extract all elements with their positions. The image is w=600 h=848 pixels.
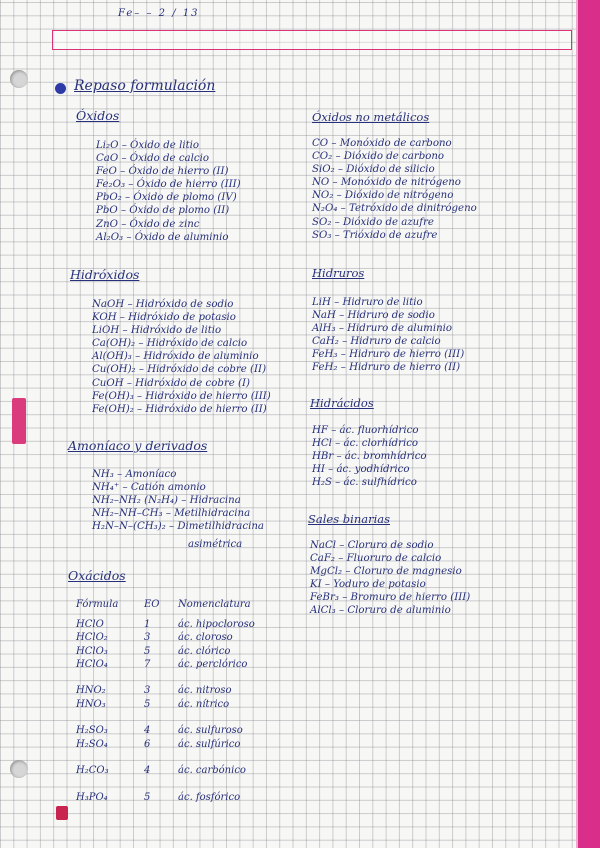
list-item: FeH₃ – Hidruro de hierro (III) [312,349,465,361]
list-item: FeH₂ – Hidruro de hierro (II) [312,362,461,374]
table-row [76,698,261,711]
section-title-hidracidos: Hidrácidos [310,396,374,410]
col-header-formula: Fórmula [76,598,119,610]
list-item: CuOH – Hidróxido de cobre (I) [92,377,250,389]
cell-name [178,778,261,791]
bullet-dot [55,83,66,94]
list-item: LiH – Hidruro de litio [312,297,423,308]
table-row [76,724,261,737]
table-row [76,645,261,658]
cell-eo: 5 [144,645,151,657]
cell-name [178,671,261,684]
cell-name [178,711,261,724]
section-title-aminas: Amoníaco y derivados [68,438,208,453]
list-item: Fe₂O₃ – Óxido de hierro (III) [96,179,241,191]
list-item: SO₃ – Trióxido de azufre [312,229,438,241]
section-title-oxidos: Óxidos [76,108,120,123]
list-hidracidos [312,424,427,489]
date-text: Fe– – 2 / 13 [118,8,200,19]
list-item: KOH – Hidróxido de potasio [92,312,236,324]
list-item: NO₂ – Dióxido de nitrógeno [312,190,454,202]
section-title-hidruros: Hidruros [312,266,365,280]
cell-eo [144,751,178,764]
list-item: CaO – Óxido de calcio [96,153,209,165]
list-item: HCl – ác. clorhídrico [312,438,419,450]
list-item: LiOH – Hidróxido de litio [92,325,222,337]
table-header-row [76,596,261,612]
cell-name: ác. carbónico [178,765,246,777]
list-item: HF – ác. fluorhídrico [312,425,419,436]
table-row [76,738,261,751]
header-box [52,30,572,50]
list-item: Al₂O₃ – Óxido de aluminio [96,231,229,243]
section-title-oxidos-no-metalicos: Óxidos no metálicos [312,110,430,124]
aminas-suffix: asimétrica [188,539,243,550]
list-item: NH₂–NH–CH₃ – Metilhidracina [92,508,251,520]
list-item: Al(OH)₃ – Hidróxido de aluminio [92,351,259,363]
table-row [76,751,261,764]
cell-eo: 7 [144,658,151,670]
cell-formula [76,751,144,764]
cell-name: ác. nítrico [178,698,230,710]
list-item: MgCl₂ – Cloruro de magnesio [310,566,462,578]
oxacidos-table [76,596,261,804]
cell-formula: HNO₂ [76,685,106,697]
cell-eo: 5 [144,791,151,803]
cell-formula [76,711,144,724]
list-item: AlH₃ – Hidruro de aluminio [312,323,453,335]
cell-name: ác. cloroso [178,632,233,644]
list-item: Cu(OH)₂ – Hidróxido de cobre (II) [92,364,267,376]
list-item: CO – Monóxido de carbono [312,138,452,149]
cell-eo: 3 [144,632,151,644]
section-title-oxacidos: Oxácidos [68,568,126,583]
cell-name: ác. fosfórico [178,791,241,803]
list-item: NH₃ – Amoníaco [92,469,177,480]
list-item: Fe(OH)₃ – Hidróxido de hierro (III) [92,390,271,402]
list-item: Fe(OH)₂ – Hidróxido de hierro (II) [92,403,267,415]
list-hidroxidos [92,298,271,416]
list-item: KI – Yoduro de potasio [310,579,426,591]
cell-name: ác. clórico [178,645,231,657]
cell-formula: HClO₂ [76,632,108,644]
list-item: NH₄⁺ – Catión amonio [92,482,206,494]
cell-formula [76,671,144,684]
cell-eo [144,778,178,791]
section-title-sales-binarias: Sales binarias [308,512,391,526]
cell-eo [144,671,178,684]
list-item: H₂N–N–(CH₃)₂ – Dimetilhidracina [92,521,264,533]
cell-name: ác. hipocloroso [178,619,255,630]
cell-eo [144,711,178,724]
table-row [76,631,261,644]
cell-formula: H₃PO₄ [76,791,108,803]
table-row [76,658,261,671]
col-header-eo: EO [144,598,160,610]
table-row [76,618,261,631]
punch-hole [10,760,28,778]
table-row [76,778,261,791]
list-oxidos-no-metalicos [312,137,477,242]
cell-eo: 4 [144,765,151,777]
list-item: NaCl – Cloruro de sodio [310,540,434,551]
list-item: AlCl₃ – Cloruro de aluminio [310,605,451,617]
list-item: HBr – ác. bromhídrico [312,451,427,463]
list-item: SO₂ – Dióxido de azufre [312,216,434,228]
list-item: FeO – Óxido de hierro (II) [96,166,229,178]
cell-eo: 5 [144,698,151,710]
cell-formula: H₂SO₄ [76,738,108,750]
table-row [76,684,261,697]
list-item: NaOH – Hidróxido de sodio [92,299,234,310]
list-item: SiO₂ – Dióxido de silicio [312,164,435,176]
list-item: Li₂O – Óxido de litio [96,140,200,151]
punch-hole [10,70,28,88]
cell-name: ác. sulfúrico [178,738,241,750]
table-row [76,711,261,724]
magenta-edge [578,0,600,848]
col-header-nomenclatura: Nomenclatura [178,598,251,610]
list-item: PbO₂ – Óxido de plomo (IV) [96,192,237,204]
bottom-mark [56,806,68,820]
side-sticker [12,398,26,444]
list-item: HI – ác. yodhídrico [312,464,410,476]
list-item: ZnO – Óxido de zinc [96,218,200,230]
list-item: N₂O₄ – Tetróxido de dinitrógeno [312,203,477,215]
cell-eo: 1 [144,619,151,630]
list-oxidos [96,139,241,244]
list-item: CaF₂ – Fluoruro de calcio [310,553,442,565]
list-hidruros [312,296,464,375]
cell-name [178,751,261,764]
table-row [76,791,261,804]
list-sales-binarias [310,539,470,618]
list-item: NO – Monóxido de nitrógeno [312,177,461,189]
list-item: FeBr₃ – Bromuro de hierro (III) [310,592,471,604]
cell-formula: HClO [76,619,104,630]
cell-formula: HNO₃ [76,698,106,710]
cell-eo: 6 [144,738,151,750]
page-title: Repaso formulación [74,78,216,94]
cell-formula [76,778,144,791]
cell-name: ác. nitroso [178,685,232,697]
list-item: Ca(OH)₂ – Hidróxido de calcio [92,338,248,350]
cell-eo: 4 [144,725,151,737]
cell-name: ác. sulfuroso [178,725,243,737]
list-item: PbO – Óxido de plomo (II) [96,205,230,217]
list-aminas [92,468,264,533]
list-item: H₂S – ác. sulfhídrico [312,477,417,489]
list-item: CO₂ – Dióxido de carbono [312,151,445,163]
cell-eo: 3 [144,685,151,697]
section-title-hidroxidos: Hidróxidos [70,267,140,282]
cell-name: ác. perclórico [178,658,248,670]
list-item: NH₂–NH₂ (N₂H₄) – Hidracina [92,495,241,507]
cell-formula: H₂SO₃ [76,725,108,737]
table-row [76,764,261,777]
cell-formula: HClO₄ [76,658,108,670]
cell-formula: H₂CO₃ [76,765,109,777]
list-item: NaH – Hidruro de sodio [312,310,435,322]
cell-formula: HClO₃ [76,645,108,657]
table-row [76,671,261,684]
list-item: CaH₂ – Hidruro de calcio [312,336,441,348]
